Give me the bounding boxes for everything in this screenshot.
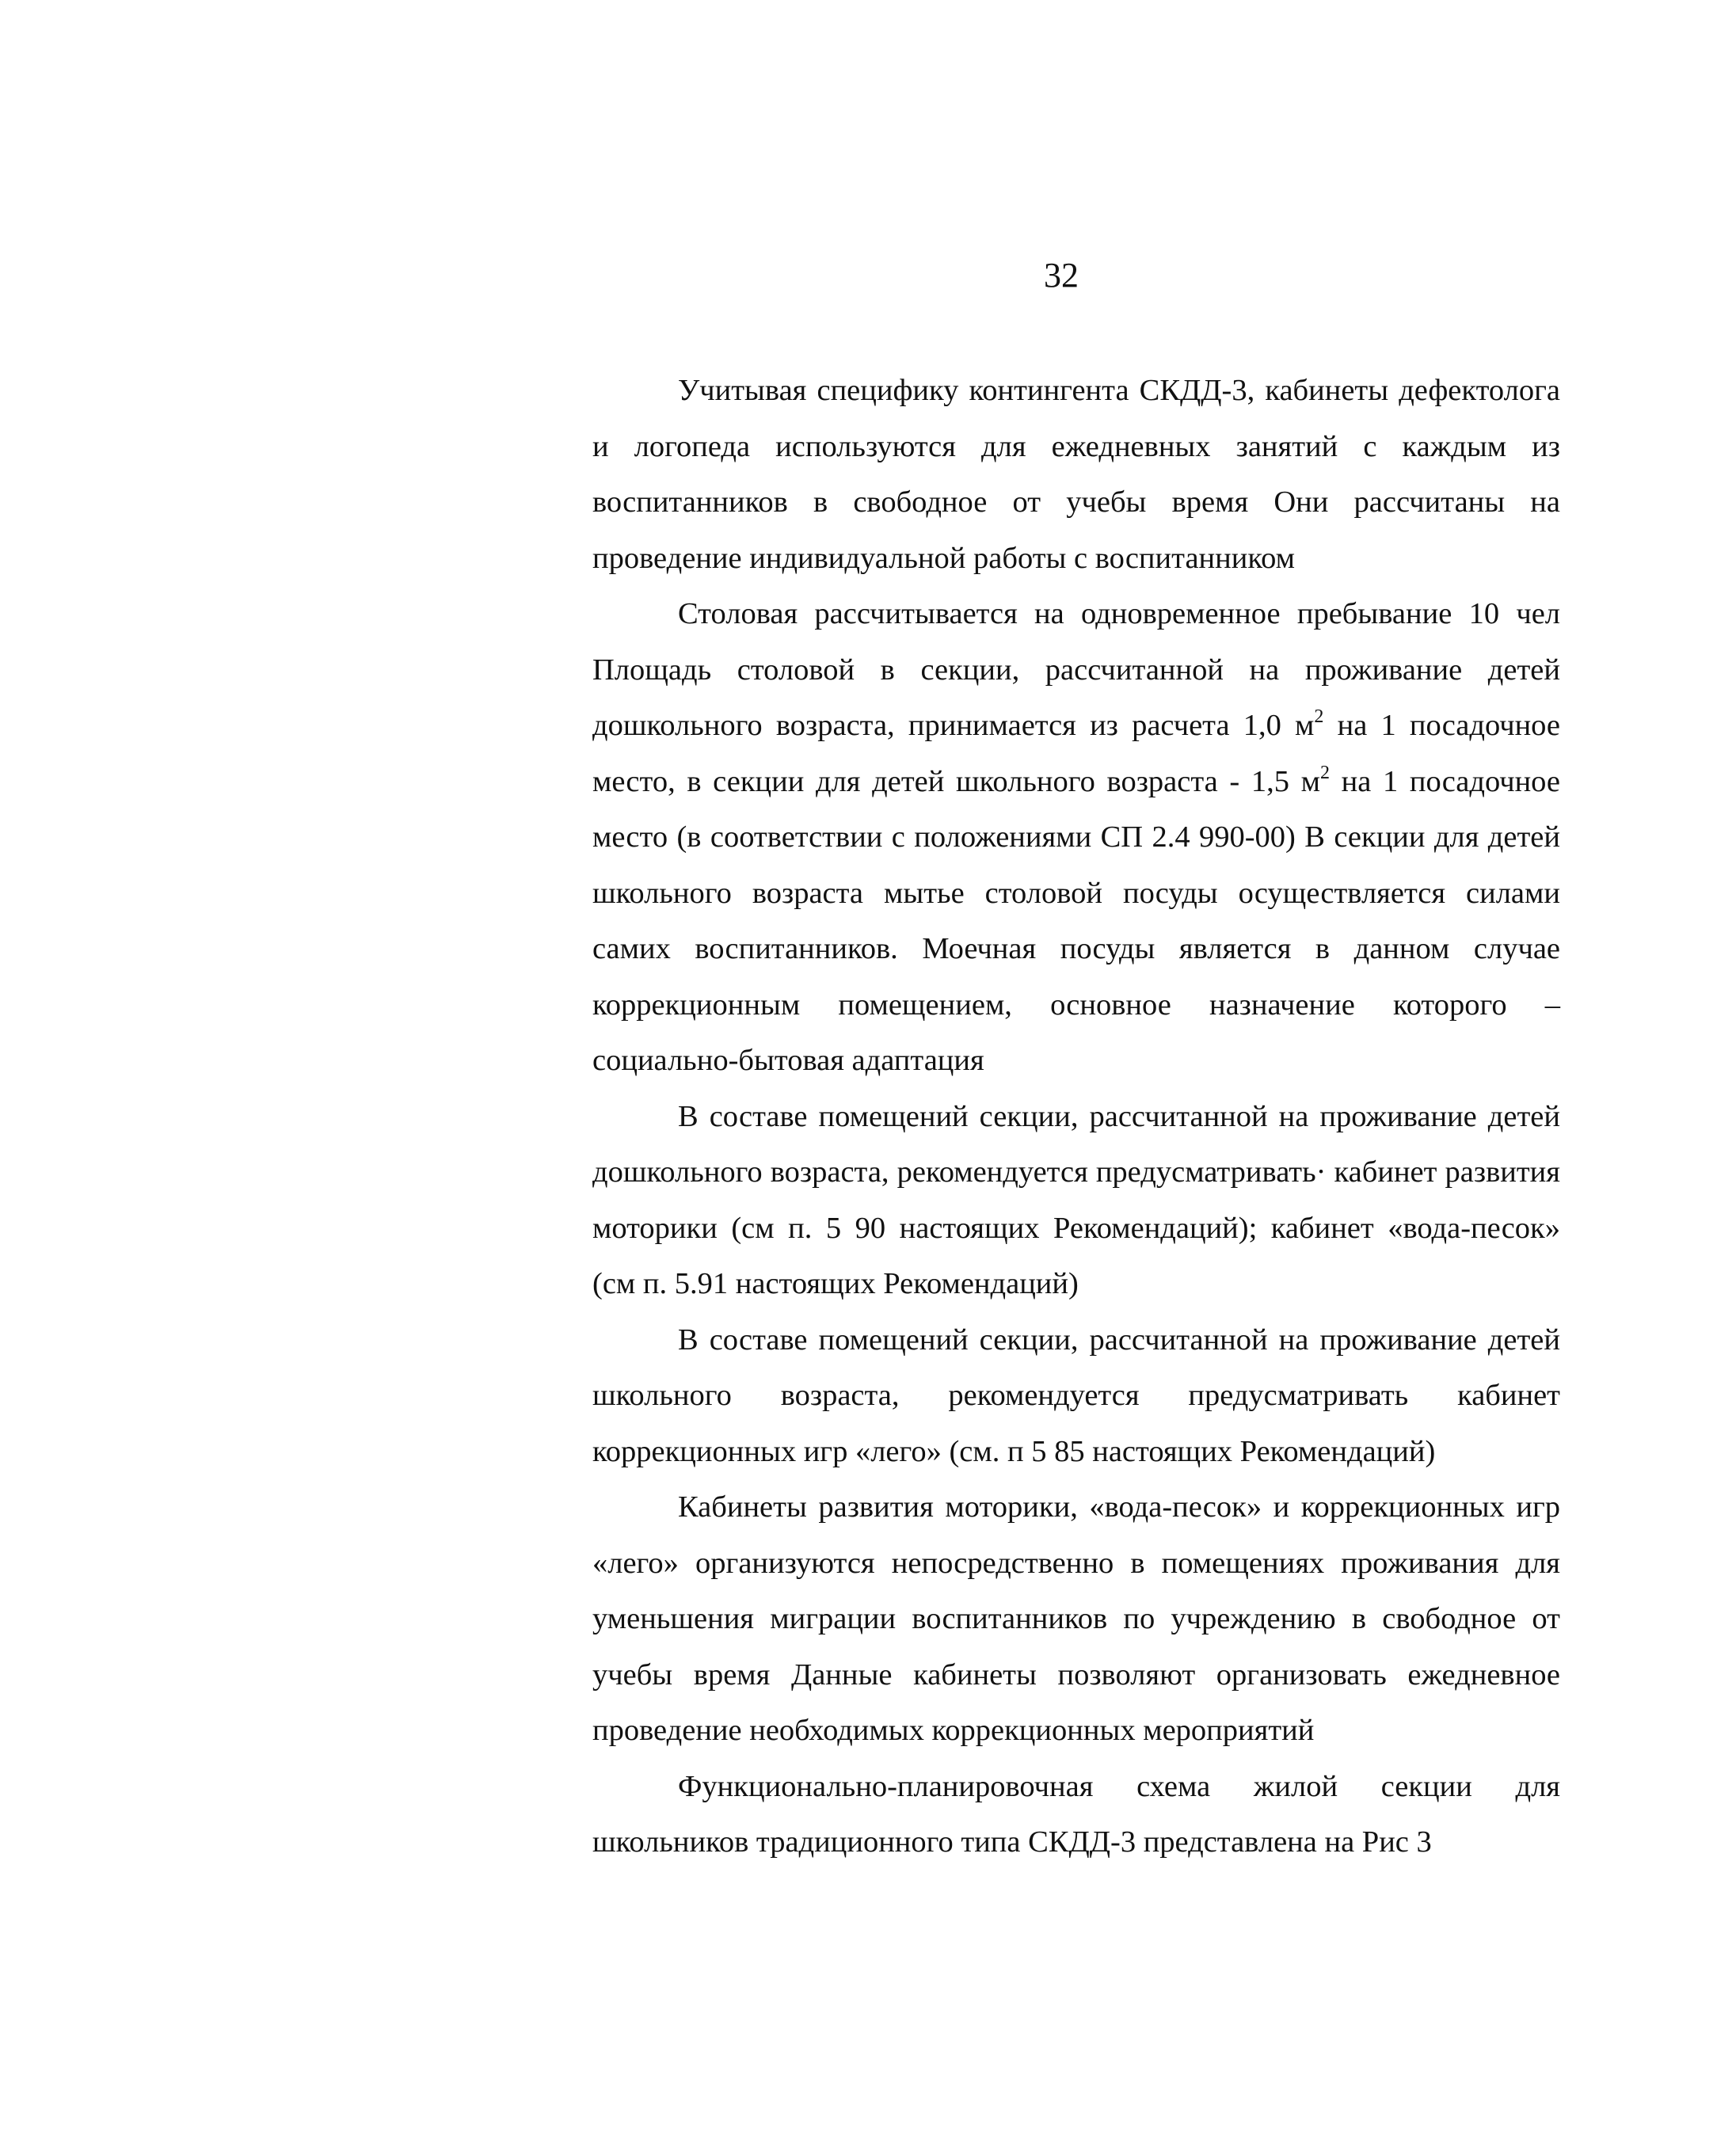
dining-text-part-3: на 1 посадочное место (в соответствии с положениями СП 2.4 990-00) В секции для детей школьного возраста мытье столовой посуды осуществляется силами самих воспитанников. Моечная посуды является в данном случае коррекционным помещением, основное назначение которого – социально-бытовая адаптация	[592, 764, 1560, 1077]
dining-text-part-2: на 1 посадочное место, в секции для детей школьного возраста - 1,5 м	[592, 709, 1560, 798]
body-text	[592, 363, 1560, 1870]
paragraph-correction-rooms: Кабинеты развития моторики, «вода-песок» и коррекционных игр «лего» организуются непосредственно в помещениях проживания для уменьшения миграции воспитанников по учреждению в свободное от учебы время Данные кабинеты позволяют организовать ежедневное проведение необходимых коррекционных мероприятий	[592, 1490, 1560, 1747]
page-number: 32	[1044, 256, 1079, 295]
dining-text-part-1: Столовая рассчитывается на одновременное пребывание 10 чел Площадь столовой в секции, рассчитанной на проживание детей дошкольного возраста, принимается из расчета 1,0 м	[592, 597, 1560, 742]
paragraph-preschool-section: В составе помещений секции, рассчитанной на проживание детей дошкольного возраста, рекомендуется предусматривать· кабинет развития моторики (см п. 5 90 настоящих Рекомендаций); кабинет «вода-песок» (см п. 5.91 настоящих Рекомендаций)	[592, 1099, 1560, 1300]
superscript-2: 2	[1314, 706, 1324, 727]
paragraph-specialist-rooms: Учитывая специфику контингента СКДД-3, кабинеты дефектолога и логопеда используются для ежедневных занятий с каждым из воспитанников в свободное от учебы время Они рассчитаны на проведение индивидуальной работы с воспитанником	[592, 374, 1560, 575]
paragraph-dining-room	[592, 586, 1560, 1089]
paragraph-figure-reference: Функционально-планировочная схема жилой секции для школьников традиционного типа СКДД-3 представлена на Рис 3	[592, 1769, 1560, 1859]
superscript-2: 2	[1320, 762, 1330, 783]
paragraph-school-section: В составе помещений секции, рассчитанной на проживание детей школьного возраста, рекомендуется предусматривать кабинет коррекционных игр «лего» (см. п 5 85 настоящих Рекомендаций)	[592, 1322, 1560, 1468]
